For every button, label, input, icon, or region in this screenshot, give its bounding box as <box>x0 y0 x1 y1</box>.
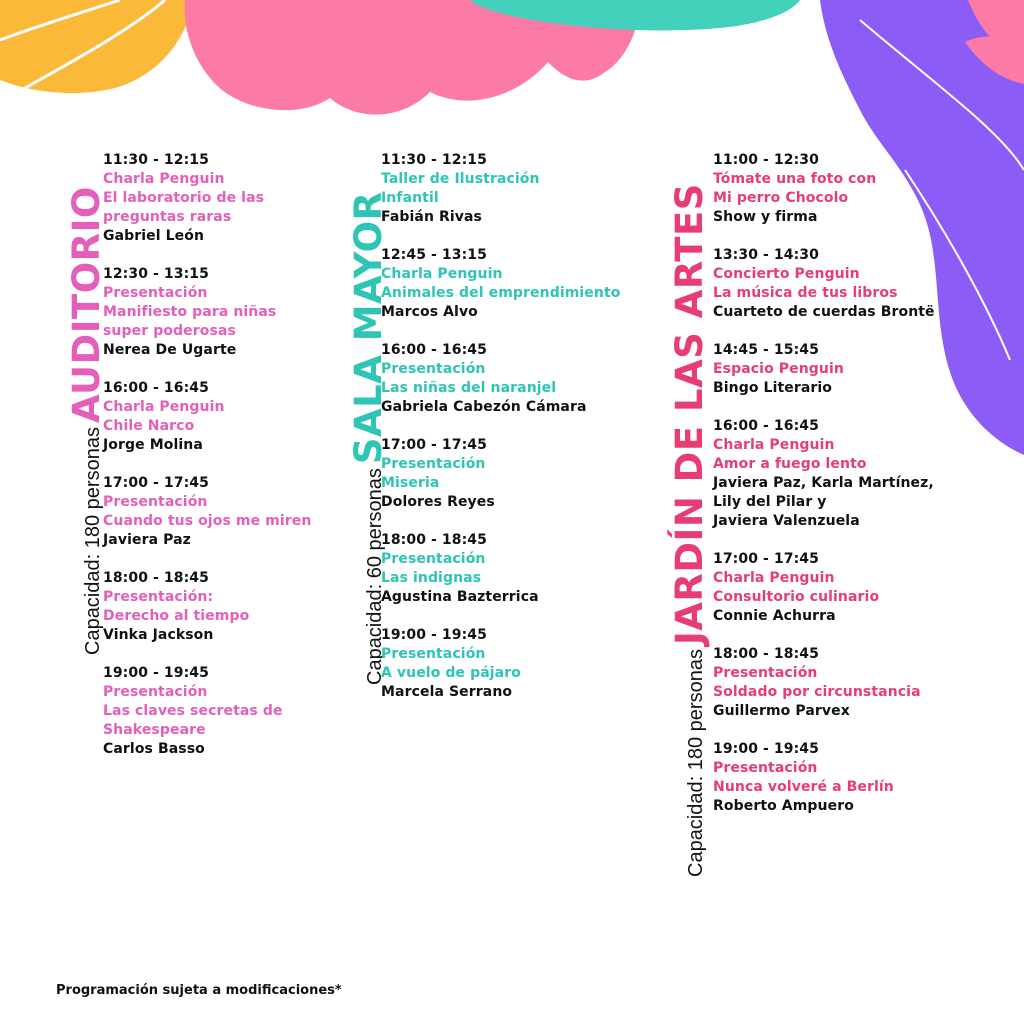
event-time: 14:45 - 15:45 <box>713 342 819 358</box>
event-title-line: Presentación <box>103 494 208 510</box>
event-title-line: Presentación <box>381 456 486 472</box>
schedule-column-auditorio <box>103 151 311 778</box>
event-title-line: Presentación <box>103 285 208 301</box>
event-presenter: Dolores Reyes <box>381 494 495 510</box>
schedule-event <box>103 569 311 645</box>
event-time: 13:30 - 14:30 <box>713 247 819 263</box>
event-title-line: Charla Penguin <box>381 266 503 282</box>
event-time: 12:30 - 13:15 <box>103 266 209 282</box>
event-presenter: Guillermo Parvex <box>713 703 850 719</box>
venue-name: AUDITORIO <box>65 186 108 424</box>
event-presenter: Marcos Alvo <box>381 304 478 320</box>
event-time: 18:00 - 18:45 <box>713 646 819 662</box>
event-title-line: Charla Penguin <box>103 171 225 187</box>
schedule-event <box>713 550 935 626</box>
event-title-line: Presentación <box>381 646 486 662</box>
event-presenter: Nerea De Ugarte <box>103 342 237 358</box>
venue-capacity: Capacidad: 180 personas <box>685 649 707 877</box>
schedule-column-sala-mayor <box>381 151 620 721</box>
footer-note: Programación sujeta a modificaciones* <box>56 983 342 998</box>
event-title-line: Presentación <box>713 665 818 681</box>
event-presenter: Lily del Pilar y <box>713 494 827 510</box>
event-title-line: preguntas raras <box>103 209 232 225</box>
schedule-event <box>381 151 620 227</box>
event-title-line: Charla Penguin <box>103 399 225 415</box>
event-title-line: Las niñas del naranjel <box>381 380 557 396</box>
event-time: 18:00 - 18:45 <box>381 532 487 548</box>
schedule-event <box>713 246 935 322</box>
event-title-line: Presentación: <box>103 589 214 605</box>
event-time: 19:00 - 19:45 <box>713 741 819 757</box>
event-title-line: A vuelo de pájaro <box>381 665 521 681</box>
event-time: 17:00 - 17:45 <box>381 437 487 453</box>
schedule-event <box>381 341 620 417</box>
venue-label-jardin <box>668 183 711 877</box>
event-title-line: El laboratorio de las <box>103 190 265 206</box>
event-title-line: Charla Penguin <box>713 437 835 453</box>
event-presenter: Gabriel León <box>103 228 205 244</box>
event-presenter: Fabián Rivas <box>381 209 482 225</box>
event-title-line: Taller de Ilustración <box>381 171 540 187</box>
event-title-line: Presentación <box>381 551 486 567</box>
event-presenter: Javiera Valenzuela <box>713 513 860 529</box>
schedule-event <box>103 474 311 550</box>
venue-label-auditorio <box>65 186 108 655</box>
event-time: 19:00 - 19:45 <box>103 665 209 681</box>
venue-name: SALA MAYOR <box>347 191 390 465</box>
event-time: 12:45 - 13:15 <box>381 247 487 263</box>
event-title-line: Charla Penguin <box>713 570 835 586</box>
schedule-event <box>103 151 311 246</box>
event-time: 11:30 - 12:15 <box>103 152 209 168</box>
venue-name: JARDÍN DE LAS ARTES <box>668 183 711 646</box>
event-presenter: Show y firma <box>713 209 818 225</box>
event-title-line: Derecho al tiempo <box>103 608 250 624</box>
event-presenter: Cuarteto de cuerdas Brontë <box>713 304 935 320</box>
event-presenter: Marcela Serrano <box>381 684 513 700</box>
event-title-line: Animales del emprendimiento <box>381 285 621 301</box>
schedule-event <box>381 626 620 702</box>
event-title-line: Las claves secretas de <box>103 703 283 719</box>
event-presenter: Jorge Molina <box>103 437 203 453</box>
event-time: 16:00 - 16:45 <box>103 380 209 396</box>
event-title-line: Soldado por circunstancia <box>713 684 921 700</box>
schedule-event <box>103 265 311 360</box>
event-presenter: Agustina Bazterrica <box>381 589 539 605</box>
event-title-line: Cuando tus ojos me miren <box>103 513 312 529</box>
schedule-event <box>103 379 311 455</box>
event-title-line: Concierto Penguin <box>713 266 860 282</box>
schedule-column-jardin <box>713 151 935 835</box>
schedule-event <box>713 645 935 721</box>
event-title-line: Las indignas <box>381 570 482 586</box>
event-title-line: Miseria <box>381 475 440 491</box>
schedule-event <box>381 531 620 607</box>
schedule-event <box>381 436 620 512</box>
event-presenter: Vinka Jackson <box>103 627 214 643</box>
event-title-line: Presentación <box>381 361 486 377</box>
venue-capacity: Capacidad: 60 personas <box>364 468 386 685</box>
event-time: 17:00 - 17:45 <box>103 475 209 491</box>
event-presenter: Roberto Ampuero <box>713 798 854 814</box>
event-presenter: Carlos Basso <box>103 741 205 757</box>
schedule-event <box>713 740 935 816</box>
event-title-line: Espacio Penguin <box>713 361 844 377</box>
event-presenter: Bingo Literario <box>713 380 833 396</box>
event-presenter: Gabriela Cabezón Cámara <box>381 399 587 415</box>
schedule-event <box>713 417 935 531</box>
event-title-line: Shakespeare <box>103 722 206 738</box>
event-title-line: Amor a fuego lento <box>713 456 867 472</box>
event-title-line: Nunca volveré a Berlín <box>713 779 894 795</box>
event-title-line: Chile Narco <box>103 418 195 434</box>
schedule-event <box>713 151 935 227</box>
event-time: 19:00 - 19:45 <box>381 627 487 643</box>
schedule-event <box>381 246 620 322</box>
event-title-line: Manifiesto para niñas <box>103 304 277 320</box>
event-time: 16:00 - 16:45 <box>713 418 819 434</box>
event-title-line: super poderosas <box>103 323 236 339</box>
event-title-line: Presentación <box>713 760 818 776</box>
event-time: 11:00 - 12:30 <box>713 152 819 168</box>
event-time: 16:00 - 16:45 <box>381 342 487 358</box>
event-time: 18:00 - 18:45 <box>103 570 209 586</box>
event-title-line: Presentación <box>103 684 208 700</box>
schedule-event <box>713 341 935 398</box>
event-title-line: Infantil <box>381 190 439 206</box>
event-presenter: Javiera Paz, Karla Martínez, <box>713 475 934 491</box>
event-title-line: La música de tus libros <box>713 285 898 301</box>
schedule-event <box>103 664 311 759</box>
event-title-line: Tómate una foto con <box>713 171 877 187</box>
event-time: 11:30 - 12:15 <box>381 152 487 168</box>
event-title-line: Mi perro Chocolo <box>713 190 849 206</box>
event-title-line: Consultorio culinario <box>713 589 880 605</box>
event-presenter: Javiera Paz <box>103 532 191 548</box>
event-time: 17:00 - 17:45 <box>713 551 819 567</box>
venue-capacity: Capacidad: 180 personas <box>82 427 104 655</box>
event-presenter: Connie Achurra <box>713 608 836 624</box>
